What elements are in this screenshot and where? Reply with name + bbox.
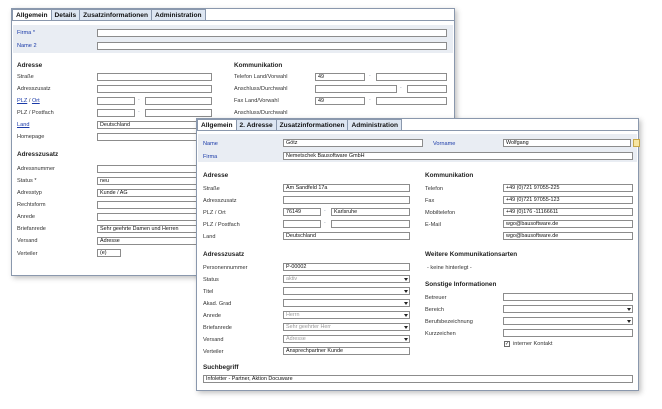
briefanrede-input[interactable]: Sehr geehrte Damen und Herren <box>97 225 212 233</box>
tab-divider <box>12 20 454 21</box>
titel-label: Titel <box>203 289 214 295</box>
suchbegriff-input[interactable]: Infoletter - Partner, Aktion Docuware <box>203 375 633 383</box>
foreground-window <box>196 118 639 391</box>
personennummer-input[interactable]: P-00002 <box>283 263 410 271</box>
front-mobil-label: Mobiltelefon <box>425 210 456 216</box>
adresstyp-value: Kunde / AG <box>100 190 128 196</box>
bereich-select[interactable] <box>503 305 633 313</box>
front-land-label: Land <box>203 234 216 240</box>
front-status-select[interactable] <box>283 275 410 283</box>
adressnummer-input[interactable] <box>97 165 212 173</box>
anschluss-input-1[interactable] <box>315 85 397 93</box>
front-fax-input[interactable]: +49 (0)721 97055-123 <box>503 196 633 204</box>
anschluss-label-1: Anschluss/Durchwahl <box>234 86 288 92</box>
anrede-label: Anrede <box>17 214 36 220</box>
back-tab-administration[interactable]: Administration <box>152 9 206 21</box>
beruf-select[interactable] <box>503 317 633 325</box>
rechtsform-input[interactable] <box>97 201 212 209</box>
front-tab-2-adresse[interactable]: 2. Adresse <box>237 119 277 131</box>
titel-select[interactable] <box>283 287 410 295</box>
ort-input[interactable] <box>145 97 212 105</box>
front-briefanrede-value: Sehr geehrter Herr <box>286 324 331 330</box>
adresszusatz-input[interactable] <box>97 85 212 93</box>
back-tab-allgemein[interactable]: Allgemein <box>12 9 52 21</box>
front-fax-label: Fax <box>425 198 435 204</box>
front-email-input[interactable]: wgo@bausoftware.de <box>503 220 633 228</box>
telefon-sep: - <box>369 73 371 79</box>
verteiler-input[interactable]: (e) <box>97 249 121 257</box>
front-status-value: aktiv <box>286 276 298 282</box>
briefanrede-label: Briefanrede <box>17 226 46 232</box>
front-postfach-input[interactable] <box>331 220 410 228</box>
front-versand-label: Versand <box>203 337 224 343</box>
plz-link[interactable]: PLZ <box>17 98 28 104</box>
adresstyp-label: Adresstyp <box>17 190 42 196</box>
front-briefanrede-label: Briefanrede <box>203 325 232 331</box>
strasse-label: Straße <box>17 74 34 80</box>
ort-link[interactable]: Ort <box>31 98 40 104</box>
status-value: neu <box>100 178 109 184</box>
postfach-label: PLZ / Postfach <box>17 110 54 116</box>
vorname-label: Vorname <box>433 141 456 147</box>
beruf-label: Berufsbezeichnung <box>425 319 473 325</box>
front-ort-input[interactable]: Karlsruhe <box>331 208 410 216</box>
versand-select[interactable] <box>97 237 212 245</box>
chevron-down-icon <box>404 326 408 329</box>
versand-value: Adresse <box>100 238 120 244</box>
postfach-plz-input[interactable] <box>97 109 135 117</box>
anschluss-label-2: Anschluss/Durchwahl <box>234 110 288 116</box>
betreuer-input[interactable] <box>503 293 633 301</box>
front-versand-select[interactable] <box>283 335 410 343</box>
chevron-down-icon <box>627 320 631 323</box>
front-tab-administration[interactable]: Administration <box>348 119 402 131</box>
strasse-input[interactable] <box>97 73 212 81</box>
chevron-down-icon <box>404 278 408 281</box>
chevron-down-icon <box>404 314 408 317</box>
plz-ort-label <box>17 98 40 104</box>
front-telefon-label: Telefon <box>425 186 444 192</box>
front-adresszusatz-heading: Adresszusatz <box>203 251 245 258</box>
land-input[interactable]: Deutschland <box>97 121 212 129</box>
firma-label: Firma * <box>17 30 36 36</box>
front-plz-input[interactable]: 76149 <box>283 208 321 216</box>
front-anrede-select[interactable] <box>283 311 410 319</box>
name-label: Name <box>203 141 218 147</box>
telefon-vorwahl-label: Telefon Land/Vorwahl <box>234 74 288 80</box>
plz-sep: - <box>138 97 140 103</box>
fax-sep: - <box>369 97 371 103</box>
suchbegriff-heading: Suchbegriff <box>203 364 239 371</box>
durchwahl-input-1[interactable] <box>407 85 447 93</box>
vorname-input[interactable]: Wolfgang <box>503 139 631 147</box>
homepage-label: Homepage <box>17 134 45 140</box>
fax-vorwahl-label: Fax Land/Vorwahl <box>234 98 279 104</box>
status-label: Status * <box>17 178 37 184</box>
rechtsform-label: Rechtsform <box>17 202 46 208</box>
anschluss-sep-1: - <box>400 85 402 91</box>
front-email-input-2[interactable]: wgo@bausoftware.de <box>503 232 633 240</box>
front-adresszusatz-label: Adresszusatz <box>203 198 237 204</box>
telefon-vorwahl-input[interactable] <box>376 73 447 81</box>
front-adresszusatz-input[interactable] <box>283 196 410 204</box>
front-verteiler-input[interactable]: Ansprechpartner Kunde <box>283 347 410 355</box>
adressnummer-label: Adressnummer <box>17 166 55 172</box>
fax-land-input[interactable]: 49 <box>315 97 365 105</box>
adresstyp-select[interactable] <box>97 189 212 197</box>
front-email-label: E-Mail <box>425 222 441 228</box>
firma-input[interactable] <box>97 29 447 37</box>
back-tab-zusatzinformationen[interactable]: Zusatzinformationen <box>80 9 152 21</box>
akad-grad-select[interactable] <box>283 299 410 307</box>
front-land-input[interactable]: Deutschland <box>283 232 410 240</box>
front-postfach-label: PLZ / Postfach <box>203 222 240 228</box>
front-telefon-input[interactable]: +49 (0)721 97055-225 <box>503 184 633 192</box>
verteiler-label: Verteiler <box>17 251 38 257</box>
status-select[interactable] <box>97 177 212 185</box>
betreuer-label: Betreuer <box>425 295 447 301</box>
front-versand-value: Adresse <box>286 336 306 342</box>
name-input[interactable]: Götz <box>283 139 423 147</box>
anrede-input[interactable] <box>97 213 212 221</box>
front-firma-input[interactable]: Nemetschek Bausoftware GmbH <box>283 152 633 160</box>
note-icon[interactable] <box>633 139 640 147</box>
tab-divider <box>197 130 638 131</box>
name2-label: Name 2 <box>17 43 37 49</box>
back-adresse-heading: Adresse <box>17 62 43 69</box>
akad-grad-label: Akad. Grad <box>203 301 232 307</box>
postfach-input[interactable] <box>145 109 212 117</box>
front-anrede-label: Anrede <box>203 313 222 319</box>
front-plz-sep: - <box>324 208 326 214</box>
chevron-down-icon <box>627 308 631 311</box>
back-tab-details[interactable]: Details <box>52 9 81 21</box>
fax-vorwahl-input[interactable] <box>376 97 447 105</box>
chevron-down-icon <box>404 302 408 305</box>
back-kommunikation-heading: Kommunikation <box>234 62 283 69</box>
front-firma-label: Firma <box>203 154 218 160</box>
back-adresszusatz-heading: Adresszusatz <box>17 151 59 158</box>
personennummer-label: Personennummer <box>203 265 248 271</box>
telefon-land-input[interactable]: 49 <box>315 73 365 81</box>
front-tab-allgemein[interactable]: Allgemein <box>197 119 237 131</box>
weitere-heading: Weitere Kommunikationsarten <box>425 251 518 258</box>
chevron-down-icon <box>404 338 408 341</box>
front-postfach-plz-input[interactable] <box>283 220 321 228</box>
front-strasse-input[interactable]: Am Sandfeld 17a <box>283 184 410 192</box>
name2-input[interactable] <box>97 42 447 50</box>
sonstige-heading: Sonstige Informationen <box>425 281 497 288</box>
interner-kontakt-label: interner Kontakt <box>513 341 553 347</box>
postfach-sep: - <box>138 109 140 115</box>
front-kommunikation-heading: Kommunikation <box>425 172 474 179</box>
chevron-down-icon <box>404 290 408 293</box>
front-briefanrede-select[interactable] <box>283 323 410 331</box>
kurzzeichen-input[interactable] <box>503 329 633 337</box>
front-verteiler-label: Verteiler <box>203 349 224 355</box>
front-adresse-heading: Adresse <box>203 172 229 179</box>
bereich-label: Bereich <box>425 307 444 313</box>
plz-input[interactable] <box>97 97 135 105</box>
plz-ort-slash: / <box>28 98 31 104</box>
front-plz-ort-label: PLZ / Ort <box>203 210 226 216</box>
front-status-label: Status <box>203 277 219 283</box>
interner-kontakt-checkbox[interactable]: ✓ <box>505 341 510 347</box>
land-link[interactable]: Land <box>17 122 30 128</box>
homepage-input[interactable] <box>97 133 212 141</box>
front-strasse-label: Straße <box>203 186 220 192</box>
kurzzeichen-label: Kurzzeichen <box>425 331 456 337</box>
front-anrede-value: Herrn <box>286 312 300 318</box>
front-postfach-sep: - <box>324 220 326 226</box>
weitere-empty-text: - keine hinterlegt - <box>427 265 472 271</box>
adresszusatz-label: Adresszusatz <box>17 86 51 92</box>
front-mobil-input[interactable]: +49 (0)176 -11166611 <box>503 208 633 216</box>
versand-label: Versand <box>17 238 38 244</box>
front-tab-zusatzinformationen[interactable]: Zusatzinformationen <box>277 119 349 131</box>
